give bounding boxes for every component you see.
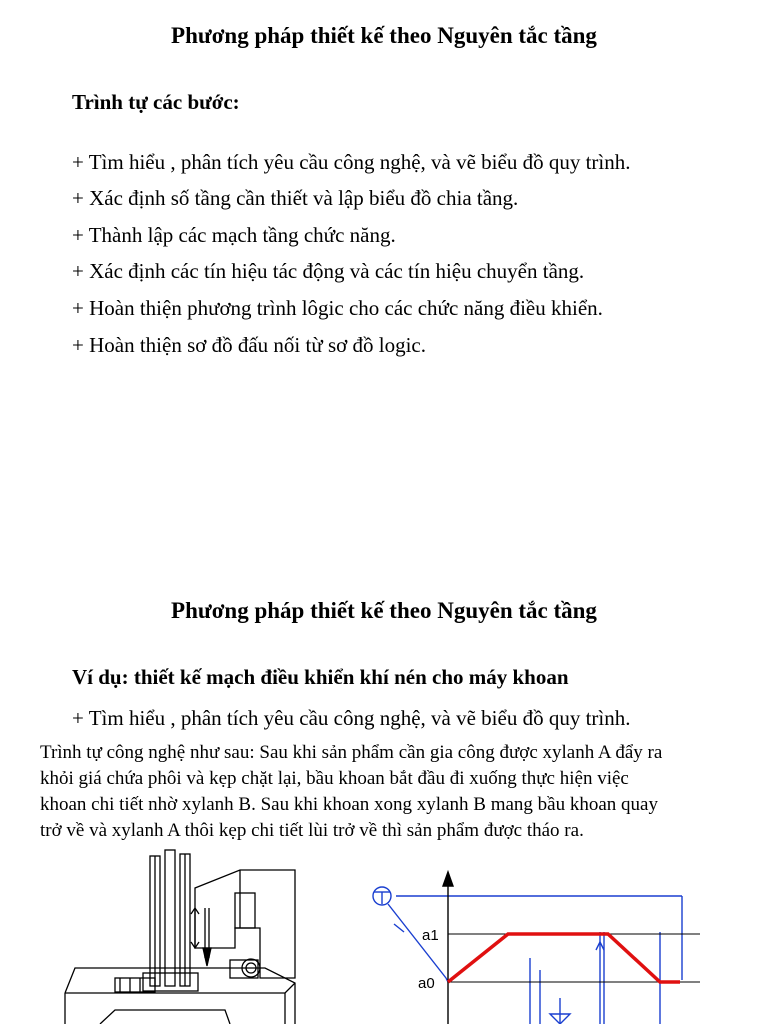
label-a0: a0 [418,975,435,992]
process-line-4: trở về và xylanh A thôi kẹp chi tiết lùi trở về thì sản phẩm được tháo ra. [40,820,584,841]
slide1-step-2: + Xác định số tầng cần thiết và lập biểu đồ chia tầng. [72,186,519,210]
process-line-2: khỏi giá chứa phôi và kẹp chặt lại, bầu khoan bắt đầu đi xuống thực hiện việc [40,768,629,789]
slide2-title: Phương pháp thiết kế theo Nguyên tắc tầng [171,598,597,623]
label-a1: a1 [422,927,439,944]
slide1-step-6: + Hoàn thiện sơ đồ đấu nối từ sơ đồ logic. [72,333,426,357]
slide1-heading: Trình tự các bước: [72,90,240,114]
slide2-step-1: + Tìm hiểu , phân tích yêu cầu công nghệ, và vẽ biểu đồ quy trình. [72,706,631,730]
slide1-step-3: + Thành lập các mạch tầng chức năng. [72,223,396,247]
slide1-step-5: + Hoàn thiện phương trình lôgic cho các chức năng điều khiển. [72,296,603,320]
slide1-step-4: + Xác định các tín hiệu tác động và các tín hiệu chuyển tầng. [72,259,585,283]
slide2-heading: Ví dụ: thiết kế mạch điều khiển khí nén cho máy khoan [72,665,569,689]
process-line-3: khoan chi tiết nhờ xylanh B. Sau khi khoan xong xylanh B mang bầu khoan quay [40,794,658,815]
slide1-title: Phương pháp thiết kế theo Nguyên tắc tầng [171,23,597,48]
motion-step-diagram [360,858,768,1024]
drilling-machine-illustration [55,848,305,1024]
slide1-step-1: + Tìm hiểu , phân tích yêu cầu công nghệ, và vẽ biểu đồ quy trình. [72,150,631,174]
process-line-1: Trình tự công nghệ như sau: Sau khi sản phẩm cần gia công được xylanh A đẩy ra [40,742,663,763]
process-description [40,740,746,844]
